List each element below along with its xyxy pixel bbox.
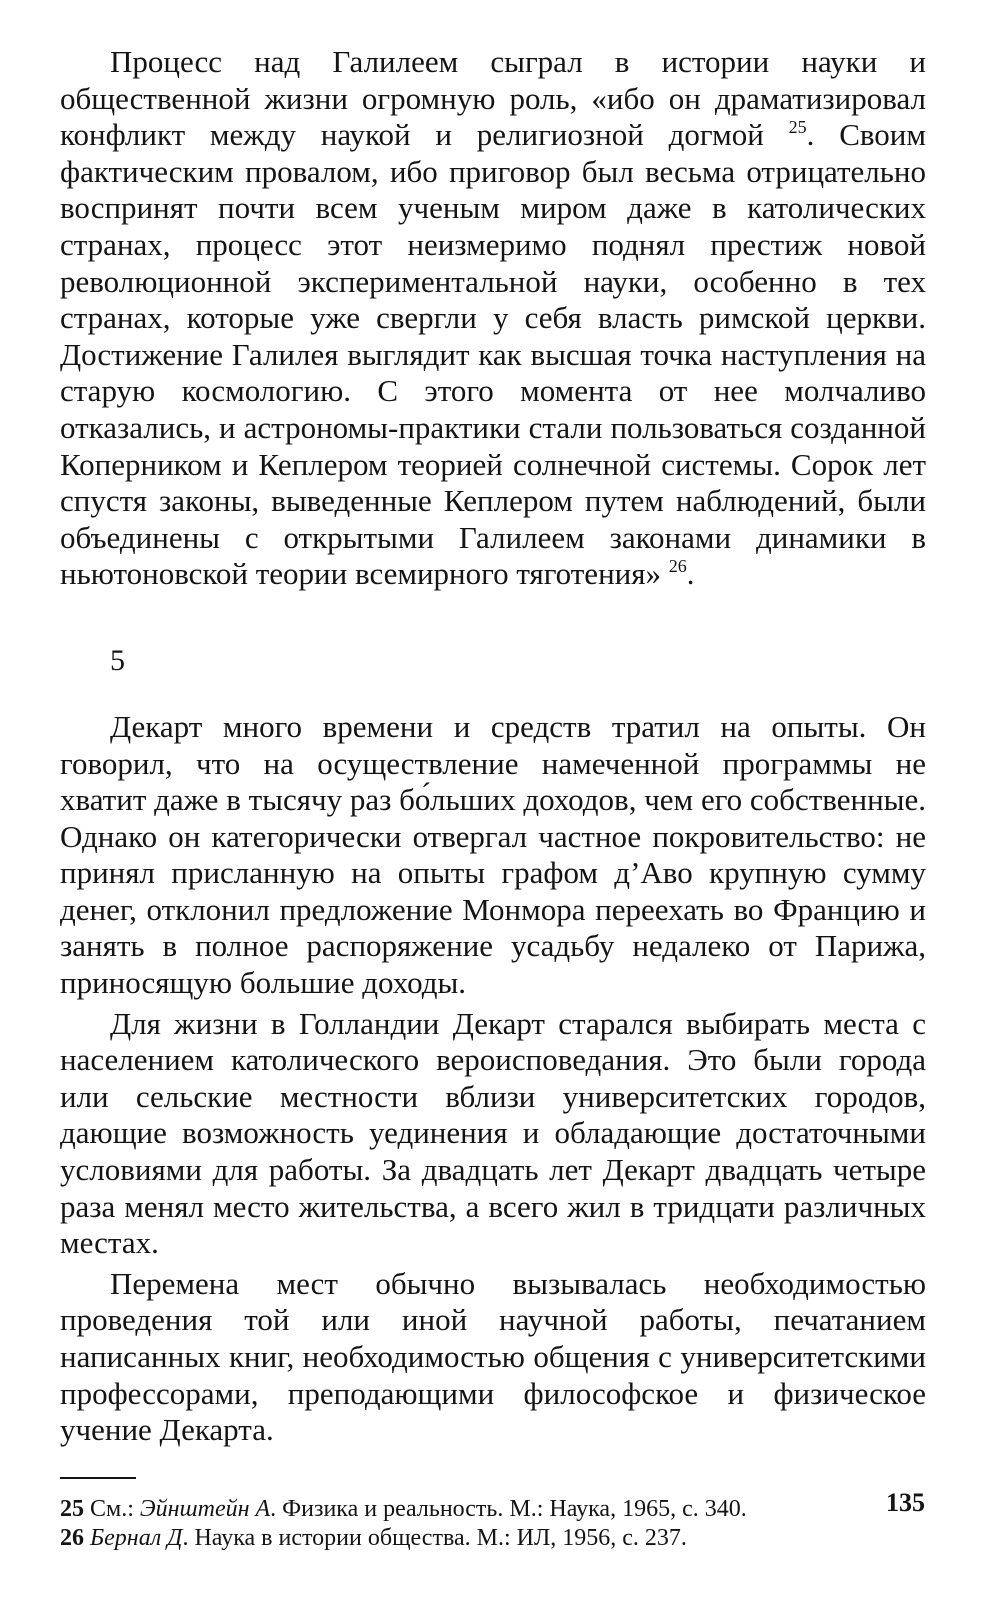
footnote-ref-26[interactable]: 26 [668,556,687,577]
footnote-source: . Физика и реальность. М.: Наука, 1965, с. 340. [270,1495,747,1522]
footnote-source: . Наука в истории общества. М.: ИЛ, 1956, с. 237. [182,1524,687,1551]
paragraph-descartes-relocation: Перемена мест обычно вызывалась необходимостью проведения той или иной научной работы, печатанием написанных книг, необходимостью общения с университетскими профессорами, преподающими философское и физическое учение Декарта. [60,1265,926,1448]
footnote-25 [60,1495,926,1524]
paragraph-descartes-experiments: Декарт много времени и средств тратил на опыты. Он говорил, что на осуществление намеченной программы не хватит даже в тысячу раз бо́льших доходов, чем его собственные. Однако он категорически отвергал частное покровительство: не принял присланную на опыты графом д’Аво крупную сумму денег, отклонил предложение Монмора переехать во Францию и занять в полное распоряжение усадьбу недалеко от Парижа, приносящую большие доходы. [60,708,926,1001]
paragraph-text-continued: . Своим фактическим провалом, ибо приговор был весьма отрицательно воспринят почти всем ученым миром даже в католических странах, процесс этот неизмеримо поднял престиж новой революционной экспериментальной науки, особенно в тех странах, которые уже свергли у себя власть римской церкви. Достижение Галилея выглядит как высшая точка наступления на старую космологию. С этого момента от нее молчаливо отказались, и астрономы-практики стали пользоваться созданной Коперником и Кеплером теорией солнечной системы. Сорок лет спустя законы, выведенные Кеплером путем наблюдений, были объединены с открытыми Галилеем законами динамики в ньютоновской теории всемирного тяготения» [60,117,927,592]
paragraph-text: Процесс над Галилеем сыграл в истории науки и общественной жизни огромную роль, «ибо он драматизировал конфликт между наукой и религиозной догмой [60,44,926,153]
footnote-author: Эйнштейн А [139,1495,271,1522]
footnote-number: 25 [60,1495,84,1522]
footnote-ref-25[interactable]: 25 [788,117,807,138]
section-number: 5 [110,643,125,677]
footnote-number: 26 [60,1524,84,1551]
paragraph-galileo-trial [60,44,926,593]
footnote-divider [60,1477,136,1479]
footnote-26 [60,1524,926,1553]
footnote-prefix: См.: [90,1495,140,1522]
paragraph-descartes-holland: Для жизни в Голландии Декарт старался выбирать места с населением католического вероисповедания. Это были города или сельские местности вблизи университетских городов, дающие возможность уединения и обладающие достаточными условиями для работы. За двадцать лет Декарт двадцать четыре раза менял место жительства, а всего жил в тридцати различных местах. [60,1005,926,1261]
footnote-author: Бернал Д [90,1524,183,1551]
page-number: 135 [886,1488,925,1517]
page-body [60,44,926,1553]
paragraph-end-punct: . [686,556,695,592]
